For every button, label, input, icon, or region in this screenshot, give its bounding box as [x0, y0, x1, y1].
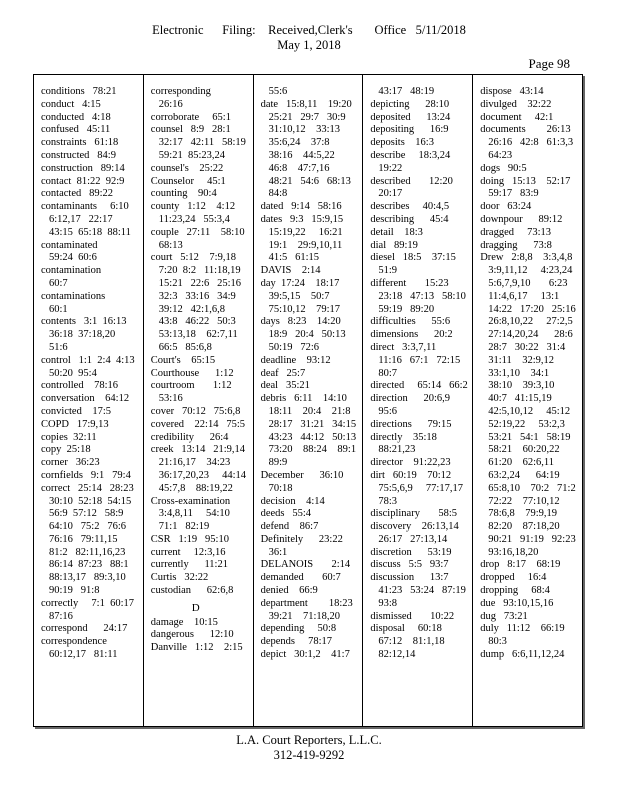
index-column-5 [473, 75, 582, 726]
index-entry: debris 6:11 14:10 [260, 393, 347, 405]
index-entry-continuation: 59:21 85:23,24 [158, 149, 226, 161]
index-entry: counsel 8:9 28:1 [150, 124, 231, 136]
index-entry: disciplinary 58:5 [370, 508, 458, 520]
index-entry: DELANOIS 2:14 [260, 559, 351, 571]
index-entry-continuation: 43:8 46:22 50:3 [158, 316, 236, 328]
index-entry: directly 35:18 [370, 431, 437, 443]
reporter-company: L.A. Court Reporters, L.L.C. [236, 733, 382, 747]
index-entry: days 8:23 14:20 [260, 316, 341, 328]
index-entry: directions 79:15 [370, 418, 452, 430]
index-entry: county 1:12 4:12 [150, 201, 236, 213]
index-entry: credibility 26:4 [150, 431, 229, 443]
index-entry-continuation: 95:6 [378, 405, 398, 417]
index-entry-continuation: 93:16,18,20 [488, 546, 539, 558]
index-entry-continuation: 33:1,10 34:1 [488, 367, 550, 379]
index-entry: contents 3:1 16:13 [41, 316, 127, 328]
index-entry-continuation: 39:12 42:1,6,8 [158, 303, 226, 315]
index-entry-continuation: 36:18 37:18,20 [49, 329, 116, 341]
index-entry: doing 15:13 52:17 [480, 175, 571, 187]
index-entry: deposited 13:24 [370, 111, 451, 123]
index-entry: direction 20:6,9 [370, 393, 451, 405]
index-entry-continuation: 90:21 91:19 92:23 [488, 533, 576, 545]
stamp-filing: Filing: [222, 23, 256, 37]
index-entry-continuation: 64:10 75:2 76:6 [49, 521, 127, 533]
index-entry: Drew 2:8,8 3:3,4,8 [480, 252, 573, 264]
index-entry-continuation: 11:16 67:1 72:15 [378, 354, 461, 366]
index-entry-continuation: 26:17 27:13,14 [378, 533, 448, 545]
index-entry: documents 26:13 [480, 124, 571, 136]
index-entry: correspondence [41, 636, 107, 648]
index-entry-continuation: 43:15 65:18 88:11 [49, 226, 131, 238]
index-entry: correct 25:14 28:23 [41, 482, 134, 494]
index-entry-continuation: 27:14,20,24 28:6 [488, 329, 573, 341]
index-entry-continuation: 41:5 61:15 [268, 252, 320, 264]
index-entry-continuation: 20:17 [378, 188, 403, 200]
index-entry: discussion 13:7 [370, 572, 449, 584]
index-entry-continuation: 31:11 32:9,12 [488, 354, 555, 366]
index-entry: due 93:10,15,16 [480, 597, 554, 609]
index-entry: date 15:8,11 19:20 [260, 98, 352, 110]
index-entry: corresponding [150, 86, 211, 97]
index-entry: conducted 4:18 [41, 111, 111, 123]
index-entry: control 1:1 2:4 4:13 [41, 354, 135, 366]
index-entry-continuation: 15:19,22 16:21 [268, 226, 343, 238]
filing-stamp-line [0, 23, 618, 38]
index-entry: court 5:12 7:9,18 [150, 252, 236, 264]
index-entry: deadline 93:12 [260, 354, 331, 366]
page-number: Page 98 [528, 56, 570, 71]
index-entry: dropping 68:4 [480, 585, 550, 597]
index-entry: deeds 55:4 [260, 508, 312, 520]
index-entry: dismissed 10:22 [370, 610, 455, 622]
index-entry: dispose 43:14 [480, 86, 544, 97]
index-entry-continuation: 26:16 42:8 61:3,3 [488, 137, 574, 149]
index-entry-continuation: 46:8 47:7,16 [268, 162, 330, 174]
index-entry: direct 3:3,7,11 [370, 341, 437, 353]
index-entry: Definitely 23:22 [260, 533, 343, 545]
index-entry: dimensions 20:2 [370, 329, 453, 341]
index-entry-continuation: 32:17 42:11 58:19 [158, 137, 246, 149]
index-entry: discuss 5:5 93:7 [370, 559, 449, 571]
index-column-2 [144, 75, 254, 726]
index-entry: describe 18:3,24 [370, 149, 451, 161]
index-entry-continuation: 58:21 60:20,22 [488, 444, 560, 456]
index-entry-continuation: 53:16 [158, 393, 183, 405]
index-entry: counting 90:4 [150, 188, 217, 200]
stamp-date: 5/11/2018 [415, 23, 466, 37]
index-entry-continuation: 93:8 [378, 597, 398, 609]
index-entry: current 12:3,16 [150, 546, 226, 558]
index-entry-continuation: 45:7,8 88:19,22 [158, 482, 233, 494]
index-entry-continuation: 30:10 52:18 54:15 [49, 495, 132, 507]
index-entry: corroborate 65:1 [150, 111, 231, 123]
index-entry: dirt 60:19 70:12 [370, 469, 452, 481]
index-entry-continuation: 75:10,12 79:17 [268, 303, 341, 315]
index-entry: depositing 16:9 [370, 124, 449, 136]
index-entry: Counselor 45:1 [150, 175, 226, 187]
index-entry: construction 89:14 [41, 162, 125, 174]
index-entry-continuation: 60:7 [49, 277, 68, 289]
index-entry: dangerous 12:10 [150, 629, 234, 641]
index-entry: corner 36:23 [41, 457, 100, 469]
index-entry-continuation: 70:18 [268, 482, 293, 494]
index-entry: defend 86:7 [260, 521, 319, 533]
index-entry-continuation: 6:12,17 22:17 [49, 213, 113, 225]
section-letter-heading: D [191, 601, 200, 614]
index-entry-continuation: 21:16,17 34:23 [158, 457, 231, 469]
index-entry: copies 32:11 [41, 431, 97, 443]
index-entry: correspond 24:17 [41, 623, 128, 635]
index-entry: contamination [41, 265, 102, 277]
index-entry: discretion 53:19 [370, 546, 452, 558]
index-entry: described 12:20 [370, 175, 453, 187]
index-entry-continuation: 76:16 79:11,15 [49, 533, 118, 545]
index-entry-continuation: 61:20 62:6,11 [488, 457, 555, 469]
index-entry: disposal 60:18 [370, 623, 442, 635]
index-entry-continuation: 18:9 20:4 50:13 [268, 329, 346, 341]
index-entry-continuation: 86:14 87:23 88:1 [49, 559, 129, 571]
index-entry: describes 40:4,5 [370, 201, 450, 213]
index-entry-continuation: 32:3 33:16 34:9 [158, 290, 236, 302]
index-entry-continuation: 75:5,6,9 77:17,17 [378, 482, 463, 494]
index-entry-continuation: 11:4,6,17 13:1 [488, 290, 560, 302]
index-column-4 [363, 75, 473, 726]
index-entry: confused 45:11 [41, 124, 111, 136]
index-entry: conditions 78:21 [41, 86, 117, 97]
index-entry-continuation: 25:21 29:7 30:9 [268, 111, 346, 123]
index-entry: denied 66:9 [260, 585, 318, 597]
index-entry-continuation: 43:17 48:19 [378, 86, 435, 97]
index-entry: contact 81:22 92:9 [41, 175, 125, 187]
index-columns [34, 75, 582, 726]
stamp-office: Office [374, 23, 407, 37]
index-entry-continuation: 53:21 54:1 58:19 [488, 431, 571, 443]
index-entry: conduct 4:15 [41, 98, 101, 110]
index-entry-continuation: 39:21 71:18,20 [268, 610, 341, 622]
index-entry: dropped 16:4 [480, 572, 547, 584]
index-entry-continuation: 43:23 44:12 50:13 [268, 431, 357, 443]
index-entry: Danville 1:12 2:15 [150, 642, 243, 654]
index-entry: day 17:24 18:17 [260, 277, 340, 289]
reporter-phone: 312-419-9292 [273, 748, 345, 762]
index-entry: damage 10:15 [150, 616, 218, 628]
index-entry: discovery 26:13,14 [370, 521, 459, 533]
index-entry-continuation: 26:16 [158, 98, 183, 110]
index-entry-continuation: 82:20 87:18,20 [488, 521, 560, 533]
index-entry: depicting 28:10 [370, 98, 450, 110]
index-entry-continuation: 59:19 89:20 [378, 303, 435, 315]
index-entry: downpour 89:12 [480, 213, 563, 225]
index-entry: dial 89:19 [370, 239, 418, 251]
index-entry: contacted 89:22 [41, 188, 114, 200]
index-entry: December 36:10 [260, 469, 344, 481]
index-entry-continuation: 55:6 [268, 86, 288, 97]
index-entry-continuation: 50:19 72:6 [268, 341, 320, 353]
index-entry-continuation: 51:9 [378, 265, 398, 277]
index-entry-continuation: 88:13,17 89:3,10 [49, 572, 126, 584]
index-entry: dragged 73:13 [480, 226, 552, 238]
index-entry: divulged 32:22 [480, 98, 552, 110]
index-entry-continuation: 51:6 [49, 341, 68, 353]
index-entry-continuation: 38:16 44:5,22 [268, 149, 335, 161]
index-entry-continuation: 53:13,18 62:7,11 [158, 329, 238, 341]
index-entry-continuation: 66:5 85:6,8 [158, 341, 212, 353]
index-entry-continuation: 88:21,23 [378, 444, 416, 456]
index-entry: Court's 65:15 [150, 354, 216, 366]
index-entry: dragging 73:8 [480, 239, 552, 251]
index-entry-continuation: 5:6,7,9,10 6:23 [488, 277, 568, 289]
index-entry: depending 50:8 [260, 623, 337, 635]
stamp-received: Received,Clerk's [268, 23, 353, 37]
index-entry: Curtis 32:22 [150, 572, 209, 584]
index-entry-continuation: 42:5,10,12 45:12 [488, 405, 571, 417]
index-entry: dates 9:3 15:9,15 [260, 213, 344, 225]
index-entry: courtroom 1:12 [150, 380, 232, 392]
index-entry-continuation: 28:7 30:22 31:4 [488, 341, 566, 353]
index-entry-continuation: 67:12 81:1,18 [378, 636, 445, 648]
index-entry: Cross-examination [150, 495, 231, 507]
index-entry: deaf 25:7 [260, 367, 306, 379]
index-entry: couple 27:11 58:10 [150, 226, 245, 238]
index-entry-continuation: 19:22 [378, 162, 403, 174]
index-entry: duly 11:12 66:19 [480, 623, 565, 635]
index-entry-continuation: 87:16 [49, 610, 73, 622]
index-entry-continuation: 18:11 20:4 21:8 [268, 405, 351, 417]
index-entry: contaminants 6:10 [41, 201, 129, 213]
index-entry: covered 22:14 75:5 [150, 418, 245, 430]
index-entry-continuation: 28:17 31:21 34:15 [268, 418, 357, 430]
index-entry: constructed 84:9 [41, 149, 116, 161]
index-entry: DAVIS 2:14 [260, 265, 321, 277]
index-entry-continuation: 39:5,15 50:7 [268, 290, 330, 302]
index-entry-continuation: 7:20 8:2 11:18,19 [158, 265, 241, 277]
index-entry: COPD 17:9,13 [41, 418, 109, 430]
index-entry-continuation: 26:8,10,22 27:2,5 [488, 316, 573, 328]
index-entry-continuation: 38:10 39:3,10 [488, 380, 555, 392]
index-entry-continuation: 19:1 29:9,10,11 [268, 239, 343, 251]
index-entry-continuation: 3:4,8,11 54:10 [158, 508, 230, 520]
index-entry: dump 6:6,11,12,24 [480, 649, 565, 661]
index-entry: department 18:23 [260, 597, 353, 609]
index-entry-continuation: 78:6,8 79:9,19 [488, 508, 558, 520]
index-entry: demanded 60:7 [260, 572, 341, 584]
index-entry: dated 9:14 58:16 [260, 201, 342, 213]
index-entry-continuation: 60:12,17 81:11 [49, 649, 118, 661]
index-entry: dogs 90:5 [480, 162, 527, 174]
index-entry-continuation: 65:8,10 70:2 71:2 [488, 482, 576, 494]
index-entry-continuation: 31:10,12 33:13 [268, 124, 341, 136]
index-entry: Courthouse 1:12 [150, 367, 234, 379]
index-entry: correctly 7:1 60:17 [41, 597, 135, 609]
index-entry: describing 45:4 [370, 213, 449, 225]
index-entry: directed 65:14 66:2 [370, 380, 468, 392]
index-entry: contaminated [41, 239, 98, 251]
index-entry-continuation: 50:20 95:4 [49, 367, 97, 379]
index-entry: drop 8:17 68:19 [480, 559, 561, 571]
index-entry-continuation: 59:17 83:9 [488, 188, 539, 200]
index-entry-continuation: 82:12,14 [378, 649, 416, 661]
index-entry-continuation: 15:21 22:6 25:16 [158, 277, 242, 289]
index-entry: custodian 62:6,8 [150, 585, 234, 597]
index-entry-continuation: 81:2 82:11,16,23 [49, 546, 126, 558]
index-entry-continuation: 68:13 [158, 239, 183, 251]
index-entry-continuation: 14:22 17:20 25:16 [488, 303, 576, 315]
index-entry-continuation: 63:2,24 64:19 [488, 469, 560, 481]
index-entry: conversation 64:12 [41, 393, 130, 405]
index-entry: diesel 18:5 37:15 [370, 252, 456, 264]
index-entry: cover 70:12 75:6,8 [150, 405, 241, 417]
index-entry: different 15:23 [370, 277, 449, 289]
index-entry: director 91:22,23 [370, 457, 451, 469]
index-entry: cornfields 9:1 79:4 [41, 469, 131, 481]
index-entry-continuation: 80:3 [488, 636, 507, 648]
index-entry-continuation: 84:8 [268, 188, 288, 200]
index-entry-continuation: 90:19 91:8 [49, 585, 100, 597]
index-entry: depends 78:17 [260, 636, 333, 648]
index-entry: creek 13:14 21:9,14 [150, 444, 245, 456]
hearing-date: May 1, 2018 [277, 38, 341, 52]
index-entry: deal 35:21 [260, 380, 310, 392]
stamp-electronic: Electronic [152, 23, 204, 37]
index-page-frame [33, 74, 583, 727]
index-entry-continuation: 23:18 47:13 58:10 [378, 290, 466, 302]
index-entry-continuation: 64:23 [488, 149, 513, 161]
index-entry: contaminations [41, 290, 106, 302]
index-entry-continuation: 3:9,11,12 4:23,24 [488, 265, 573, 277]
index-entry: decision 4:14 [260, 495, 325, 507]
index-entry: difficulties 55:6 [370, 316, 451, 328]
index-entry: deposits 16:3 [370, 137, 434, 149]
index-entry-continuation: 35:6,24 37:8 [268, 137, 330, 149]
index-entry-continuation: 56:9 57:12 58:9 [49, 508, 124, 520]
index-entry-continuation: 73:20 88:24 89:1 [268, 444, 357, 456]
index-entry: counsel's 25:22 [150, 162, 224, 174]
index-entry: dug 73:21 [480, 610, 528, 622]
index-entry-continuation: 60:1 [49, 303, 68, 315]
index-entry-continuation: 71:1 82:19 [158, 521, 210, 533]
index-entry: controlled 78:16 [41, 380, 118, 392]
index-column-3 [254, 75, 364, 726]
index-entry: depict 30:1,2 41:7 [260, 649, 350, 661]
index-entry-continuation: 40:7 41:15,19 [488, 393, 552, 405]
index-entry: door 63:24 [480, 201, 532, 213]
index-entry: constraints 61:18 [41, 137, 119, 149]
index-column-1 [34, 75, 144, 726]
index-entry-continuation: 89:9 [268, 457, 288, 469]
index-entry-continuation: 59:24 60:6 [49, 252, 97, 264]
index-entry-continuation: 11:23,24 55:3,4 [158, 213, 230, 225]
index-entry: detail 18:3 [370, 226, 423, 238]
index-entry-continuation: 36:1 [268, 546, 288, 558]
index-entry: convicted 17:5 [41, 405, 111, 417]
index-entry-continuation: 41:23 53:24 87:19 [378, 585, 466, 597]
index-entry: copy 25:18 [41, 444, 91, 456]
index-entry: currently 11:21 [150, 559, 228, 571]
index-entry-continuation: 72:22 77:10,12 [488, 495, 560, 507]
index-entry: document 42:1 [480, 111, 554, 123]
index-entry-continuation: 36:17,20,23 44:14 [158, 469, 247, 481]
index-entry-continuation: 78:3 [378, 495, 398, 507]
index-entry-continuation: 52:19,22 53:2,3 [488, 418, 565, 430]
index-entry-continuation: 80:7 [378, 367, 398, 379]
index-entry: CSR 1:19 95:10 [150, 533, 229, 545]
index-entry-continuation: 48:21 54:6 68:13 [268, 175, 351, 187]
